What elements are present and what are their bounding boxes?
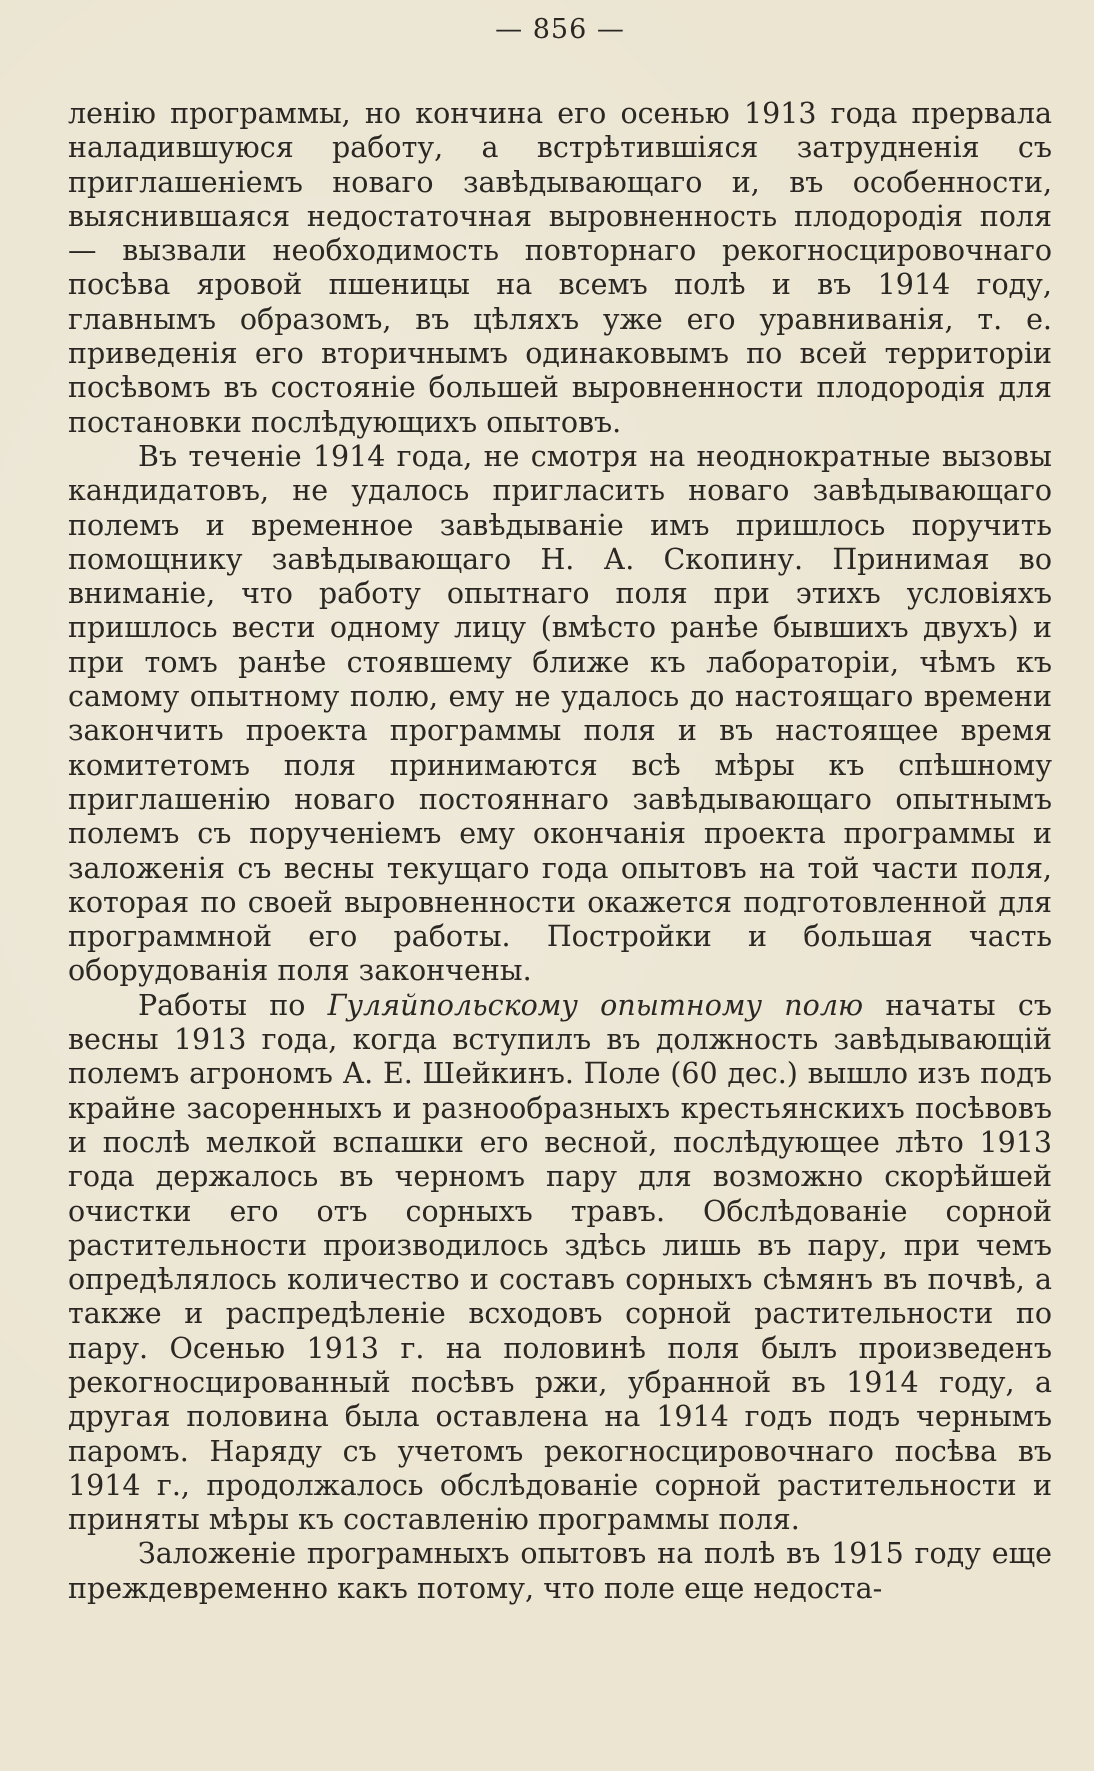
paragraph-gulyaipole-field <box>68 989 1052 1538</box>
paragraph-candidates: Въ теченіе 1914 года, не смотря на неоднократные вызовы кандидатовъ, не удалось пригласить новаго завѣдывающаго полемъ и временное завѣдываніе имъ пришлось поручить помощнику завѣдывающаго Н. А. Скопину. Принимая во вниманіе, что работу опытнаго поля при этихъ условіяхъ пришлось вести одному лицу (вмѣсто ранѣе бывшихъ двухъ) и при томъ ранѣе стоявшему ближе къ лабораторіи, чѣмъ къ самому опытному полю, ему не удалось до настоящаго времени закончить проекта программы поля и въ настоящее время комитетомъ поля принимаются всѣ мѣры къ спѣшному приглашенію новаго постояннаго завѣдывающаго опытнымъ полемъ съ порученіемъ ему окончанія проекта программы и заложенія съ весны текущаго года опытовъ на той части поля, которая по своей выровненности окажется подготовленной для программной его работы. Постройки и большая часть оборудованія поля закончены. <box>68 439 1052 988</box>
paragraph-text-rest: начаты съ весны 1913 года, когда вступилъ въ должность завѣдывающій полемъ агрономъ А. Е. Шейкинъ. Поле (60 дес.) вышло изъ подъ крайне засоренныхъ и разнообразныхъ крестьянскихъ посѣвовъ и послѣ мелкой вспашки его весной, послѣдующее лѣто 1913 года держалось въ черномъ пару для возможно скорѣйшей очистки его отъ сорныхъ травъ. Обслѣдованіе сорной растительности производилось здѣсь лишь въ пару, при чемъ опредѣлялось количество и составъ сорныхъ сѣмянъ въ почвѣ, а также и распредѣленіе всходовъ сорной растительности по пару. Осенью 1913 г. на половинѣ поля былъ произведенъ рекогносцированный посѣвъ ржи, убранной въ 1914 году, а другая половина была оставлена на 1914 годъ подъ чернымъ паромъ. Наряду съ учетомъ рекогносцировочнаго посѣва въ 1914 г., продолжалось обслѣдованіе сорной растительности и приняты мѣры къ составленію программы поля. <box>68 988 1052 1537</box>
paragraph-program-experiments: Заложеніе програмныхъ опытовъ на полѣ въ 1915 году еще преждевременно какъ потому, что поле еще недоста- <box>68 1537 1052 1605</box>
paragraph-text-start: Работы по <box>138 988 306 1022</box>
paragraph-continuation: ленію программы, но кончина его осенью 1913 года прервала наладившуюся работу, а встрѣтившіяся затрудненія съ приглашеніемъ новаго завѣдывающаго и, въ особенности, выяснившаяся недостаточная выровненность плодородія поля — вызвали необходимость повторнаго рекогносцировочнаго посѣва яровой пшеницы на всемъ полѣ и въ 1914 году, главнымъ образомъ, въ цѣляхъ уже его уравниванія, т. е. приведенія его вторичнымъ одинаковымъ по всей территоріи посѣвомъ въ состояніе большей выровненности плодородія для постановки послѣдующихъ опытовъ. <box>68 97 1052 439</box>
body-text <box>68 97 1052 1606</box>
italic-field-name: Гуляйпольскому опытному полю <box>327 988 864 1022</box>
page-number: — 856 — <box>495 14 625 45</box>
